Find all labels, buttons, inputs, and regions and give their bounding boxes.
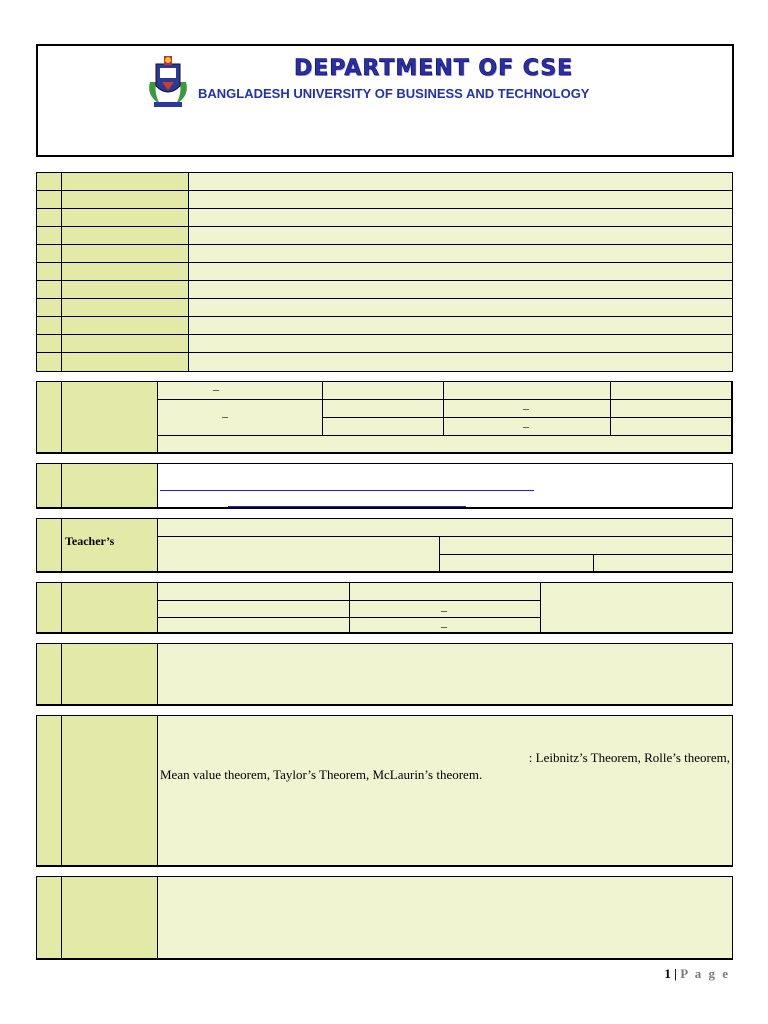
contents-value-cell bbox=[158, 716, 732, 866]
teacher-cell bbox=[594, 555, 732, 572]
page-number: 1 bbox=[664, 966, 671, 981]
course-info-label-cell bbox=[62, 227, 189, 245]
course-info-value-cell bbox=[189, 353, 732, 371]
schedule-number-cell bbox=[37, 382, 62, 453]
course-info-value-cell bbox=[189, 263, 732, 281]
description-section bbox=[36, 643, 733, 706]
document-header bbox=[36, 44, 734, 157]
schedule-cell bbox=[158, 400, 323, 436]
course-info-label-cell bbox=[62, 353, 189, 371]
exam-cell bbox=[158, 618, 350, 633]
schedule-cell bbox=[444, 382, 611, 400]
teacher-label: Teacher’s bbox=[65, 534, 115, 548]
teacher-cell bbox=[440, 555, 594, 572]
course-info-value-cell bbox=[189, 209, 732, 227]
course-contents-section bbox=[36, 715, 733, 867]
course-info-number-cell bbox=[37, 317, 62, 335]
course-info-value-cell bbox=[189, 299, 732, 317]
schedule-dash: – bbox=[523, 401, 529, 415]
teacher-section bbox=[36, 518, 733, 573]
course-info-value-cell bbox=[189, 245, 732, 263]
course-info-label-cell bbox=[62, 191, 189, 209]
contents-text-line2: Mean value theorem, Taylor’s Theorem, McLaurin’s theorem. bbox=[160, 767, 483, 782]
schedule-cell bbox=[611, 400, 732, 418]
course-info-number-cell bbox=[37, 173, 62, 191]
university-name: BANGLADESH UNIVERSITY OF BUSINESS AND TECHNOLOGY bbox=[198, 86, 590, 101]
page-number-footer bbox=[664, 966, 730, 982]
teacher-number-cell bbox=[37, 519, 62, 572]
course-info-label-cell bbox=[62, 317, 189, 335]
course-info-label-cell bbox=[62, 245, 189, 263]
course-info-number-cell bbox=[37, 335, 62, 353]
university-crest-icon bbox=[142, 52, 194, 110]
references-value-cell bbox=[158, 877, 732, 959]
course-info-label-cell bbox=[62, 173, 189, 191]
course-info-label-cell bbox=[62, 299, 189, 317]
course-info-number-cell bbox=[37, 245, 62, 263]
contents-label-cell bbox=[62, 716, 158, 866]
course-info-number-cell bbox=[37, 299, 62, 317]
hyperlink-underline[interactable] bbox=[228, 506, 466, 507]
course-info-label-cell bbox=[62, 209, 189, 227]
exam-section bbox=[36, 582, 733, 634]
page-label: P a g e bbox=[680, 966, 730, 981]
page-separator: | bbox=[674, 966, 677, 981]
contents-text-line1: : Leibnitz’s Theorem, Rolle’s theorem, bbox=[528, 750, 730, 765]
links-number-cell bbox=[37, 464, 62, 508]
teacher-label-cell bbox=[62, 519, 158, 572]
schedule-cell bbox=[611, 382, 732, 400]
course-info-value-cell bbox=[189, 191, 732, 209]
course-info-number-cell bbox=[37, 263, 62, 281]
department-title: DEPARTMENT OF CSE bbox=[294, 56, 574, 81]
schedule-section bbox=[36, 381, 733, 454]
exam-cell bbox=[158, 601, 350, 618]
course-info-value-cell bbox=[189, 281, 732, 299]
course-info-number-cell bbox=[37, 209, 62, 227]
description-value-cell bbox=[158, 644, 732, 705]
exam-cell bbox=[541, 583, 732, 633]
schedule-dash: – bbox=[213, 382, 219, 396]
course-info-number-cell bbox=[37, 191, 62, 209]
links-section bbox=[36, 463, 733, 509]
course-info-value-cell bbox=[189, 173, 732, 191]
references-section bbox=[36, 876, 733, 960]
course-info-table bbox=[36, 172, 733, 372]
exam-dash: – bbox=[441, 619, 447, 633]
course-info-number-cell bbox=[37, 227, 62, 245]
schedule-cell bbox=[158, 382, 323, 400]
links-value-cell bbox=[158, 464, 732, 508]
schedule-cell bbox=[323, 418, 444, 436]
teacher-cell bbox=[158, 519, 732, 537]
teacher-cell bbox=[158, 537, 440, 572]
exam-label-cell bbox=[62, 583, 158, 633]
description-label-cell bbox=[62, 644, 158, 705]
course-info-value-cell bbox=[189, 335, 732, 353]
exam-number-cell bbox=[37, 583, 62, 633]
course-info-value-cell bbox=[189, 227, 732, 245]
exam-dash: – bbox=[441, 603, 447, 617]
course-info-value-cell bbox=[189, 317, 732, 335]
contents-number-cell bbox=[37, 716, 62, 866]
schedule-cell bbox=[323, 382, 444, 400]
description-number-cell bbox=[37, 644, 62, 705]
schedule-cell bbox=[158, 436, 732, 453]
course-info-number-cell bbox=[37, 353, 62, 371]
references-label-cell bbox=[62, 877, 158, 959]
hyperlink-underline[interactable] bbox=[160, 490, 534, 491]
course-info-label-cell bbox=[62, 263, 189, 281]
references-number-cell bbox=[37, 877, 62, 959]
exam-cell bbox=[158, 583, 350, 601]
course-info-label-cell bbox=[62, 335, 189, 353]
schedule-label-cell bbox=[62, 382, 158, 453]
links-label-cell bbox=[62, 464, 158, 508]
exam-cell bbox=[350, 583, 541, 601]
schedule-dash: – bbox=[222, 409, 228, 423]
course-info-number-cell bbox=[37, 281, 62, 299]
schedule-cell bbox=[323, 400, 444, 418]
course-info-label-cell bbox=[62, 281, 189, 299]
schedule-dash: – bbox=[523, 419, 529, 433]
teacher-cell bbox=[440, 537, 732, 555]
schedule-cell bbox=[611, 418, 732, 436]
